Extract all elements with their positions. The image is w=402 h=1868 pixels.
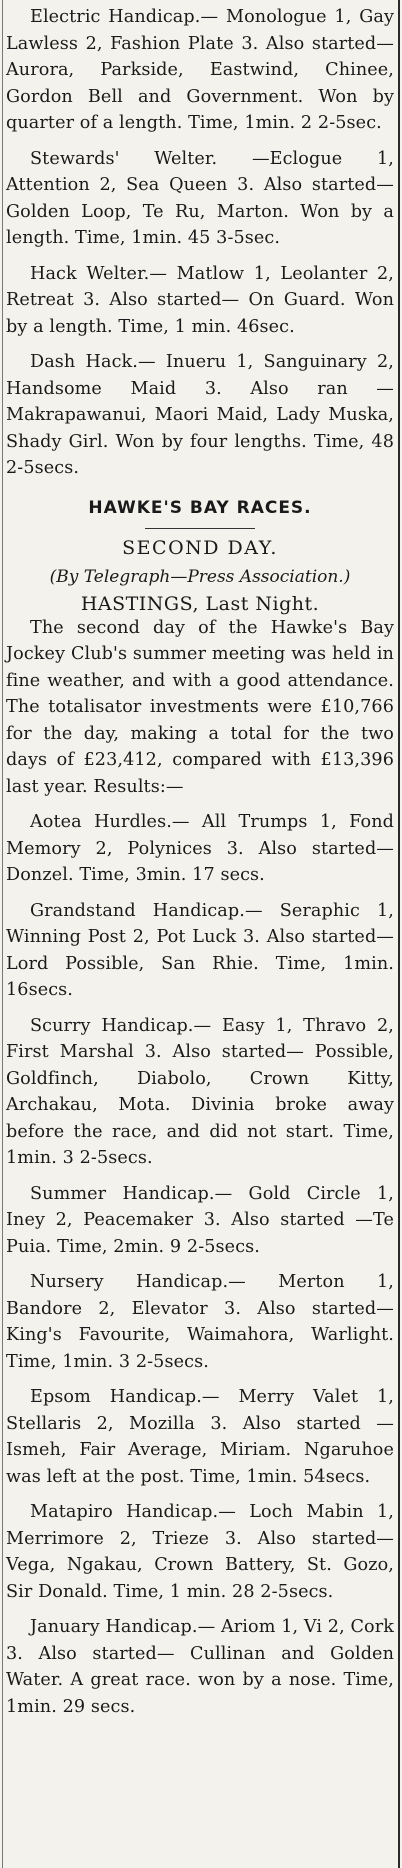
dateline: HASTINGS, Last Night. bbox=[80, 592, 320, 615]
heading-rule bbox=[145, 528, 255, 529]
intro-paragraph: The second day of the Hawke's Bay Jockey Club's summer meeting was held in fine weather, and with a good attendance. The totalisator investments were £10,766 for the day, making a total for the two days of £23,412, compared with £13,396 last year. Results:— bbox=[6, 617, 394, 797]
race-result-stewards-welter: Stewards' Welter. —Eclogue 1, Attention 2, Sea Queen 3. Also started— Golden Loop, Te Ru, Marton. Won by a length. Time, 1min. 45 3-5sec. bbox=[6, 148, 394, 248]
race-result-epsom-handicap: Epsom Handicap.— Merry Valet 1, Stellaris 2, Mozilla 3. Also started —Ismeh, Fair Average, Miriam. Ngaruhoe was left at the post. Time, 1min. 54secs. bbox=[6, 1387, 394, 1487]
race-result-electric-handicap: Electric Handicap.— Monologue 1, Gay Lawless 2, Fashion Plate 3. Also started— Aurora, Parkside, Eastwind, Chinee, Gordon Bell and Government. Won by quarter of a length. Time, 1min. 2 2-5sec. bbox=[6, 7, 394, 133]
race-result-scurry-handicap: Scurry Handicap.— Easy 1, Thravo 2, First Marshal 3. Also started— Possible, Goldfinch, Diabolo, Crown Kitty, Archakau, Mota. Divinia broke away before the race, and did not start. Time, 1min. 3 2-5secs. bbox=[6, 1015, 394, 1168]
column-rule-left bbox=[2, 0, 3, 1868]
race-result-january-handicap: January Handicap.— Ariom 1, Vi 2, Cork 3. Also started— Cullinan and Golden Water. A great race. won by a nose. Time, 1min. 29 secs. bbox=[6, 1617, 394, 1717]
byline: (By Telegraph—Press Association.) bbox=[49, 566, 351, 587]
race-result-matapiro-handicap: Matapiro Handicap.— Loch Mabin 1, Merrimore 2, Trieze 3. Also started— Vega, Ngakau, Crown Battery, St. Gozo, Sir Donald. Time, 1 min. 28 2-5secs. bbox=[6, 1502, 394, 1602]
section-heading: HAWKE'S BAY RACES. bbox=[88, 497, 312, 518]
race-result-hack-welter: Hack Welter.— Matlow 1, Leolanter 2, Retreat 3. Also started— On Guard. Won by a length. Time, 1 min. 46sec. bbox=[6, 263, 394, 337]
race-result-summer-handicap: Summer Handicap.— Gold Circle 1, Iney 2, Peacemaker 3. Also started —Te Puia. Time, 2min. 9 2-5secs. bbox=[6, 1183, 394, 1257]
race-result-dash-hack: Dash Hack.— Inueru 1, Sanguinary 2, Handsome Maid 3. Also ran —Makrapawanui, Maori Maid, Lady Muska, Shady Girl. Won by four lengths. Time, 48 2-5secs. bbox=[6, 352, 394, 478]
column-rule-right bbox=[398, 0, 400, 1868]
race-result-nursery-handicap: Nursery Handicap.— Merton 1, Bandore 2, Elevator 3. Also started— King's Favourite, Waimahora, Warlight. Time, 1min. 3 2-5secs. bbox=[6, 1272, 394, 1372]
race-result-grandstand-handicap: Grandstand Handicap.— Seraphic 1, Winning Post 2, Pot Luck 3. Also started— Lord Possible, San Rhie. Time, 1min. 16secs. bbox=[6, 900, 394, 1000]
column-body bbox=[6, 4, 394, 1720]
race-result-aotea-hurdles: Aotea Hurdles.— All Trumps 1, Fond Memory 2, Polynices 3. Also started— Donzel. Time, 3min. 17 secs. bbox=[6, 812, 394, 885]
section-subheading: SECOND DAY. bbox=[122, 536, 278, 559]
